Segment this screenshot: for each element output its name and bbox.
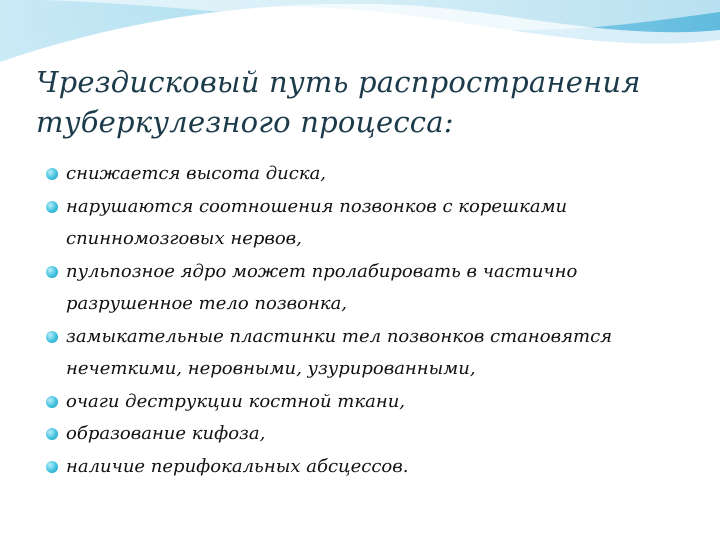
bullet-item [46, 256, 696, 321]
bullet-text: снижается высота диска, [66, 163, 327, 184]
bullet-item [46, 386, 696, 419]
bullet-text: нечеткими, неровными, узурированными, [66, 358, 476, 379]
bullet-dot-icon [46, 266, 58, 278]
bullet-text: замыкательные пластинки тел позвонков становятся [66, 325, 613, 347]
bullet-dot-icon [46, 396, 58, 408]
bullet-item [46, 158, 696, 191]
bullet-text: пульпозное ядро может пролабировать в частично [66, 260, 578, 282]
bullet-text: очаги деструкции костной ткани, [66, 390, 406, 412]
bullet-dot-icon [46, 331, 58, 343]
bullet-item [46, 451, 696, 484]
bullet-text: нарушаются соотношения позвонков с корешками [66, 195, 568, 217]
bullet-item [46, 191, 696, 256]
slide-title-line: туберкулезного процесса: [36, 105, 454, 139]
bullet-list [46, 158, 696, 483]
bullet-dot-icon [46, 201, 58, 213]
bullet-dot-icon [46, 168, 58, 180]
bullet-text: наличие перифокальных абсцессов. [66, 455, 409, 477]
bullet-item [46, 418, 696, 451]
bullet-dot-icon [46, 428, 58, 440]
slide-title-line: Чрездисковый путь распространения [36, 65, 641, 99]
bullet-text: спинномозговых нервов, [66, 228, 302, 249]
slide-title [36, 62, 686, 142]
bullet-text: разрушенное тело позвонка, [66, 293, 348, 314]
bullet-dot-icon [46, 461, 58, 473]
bullet-item [46, 321, 696, 386]
bullet-text: образование кифоза, [66, 423, 266, 444]
